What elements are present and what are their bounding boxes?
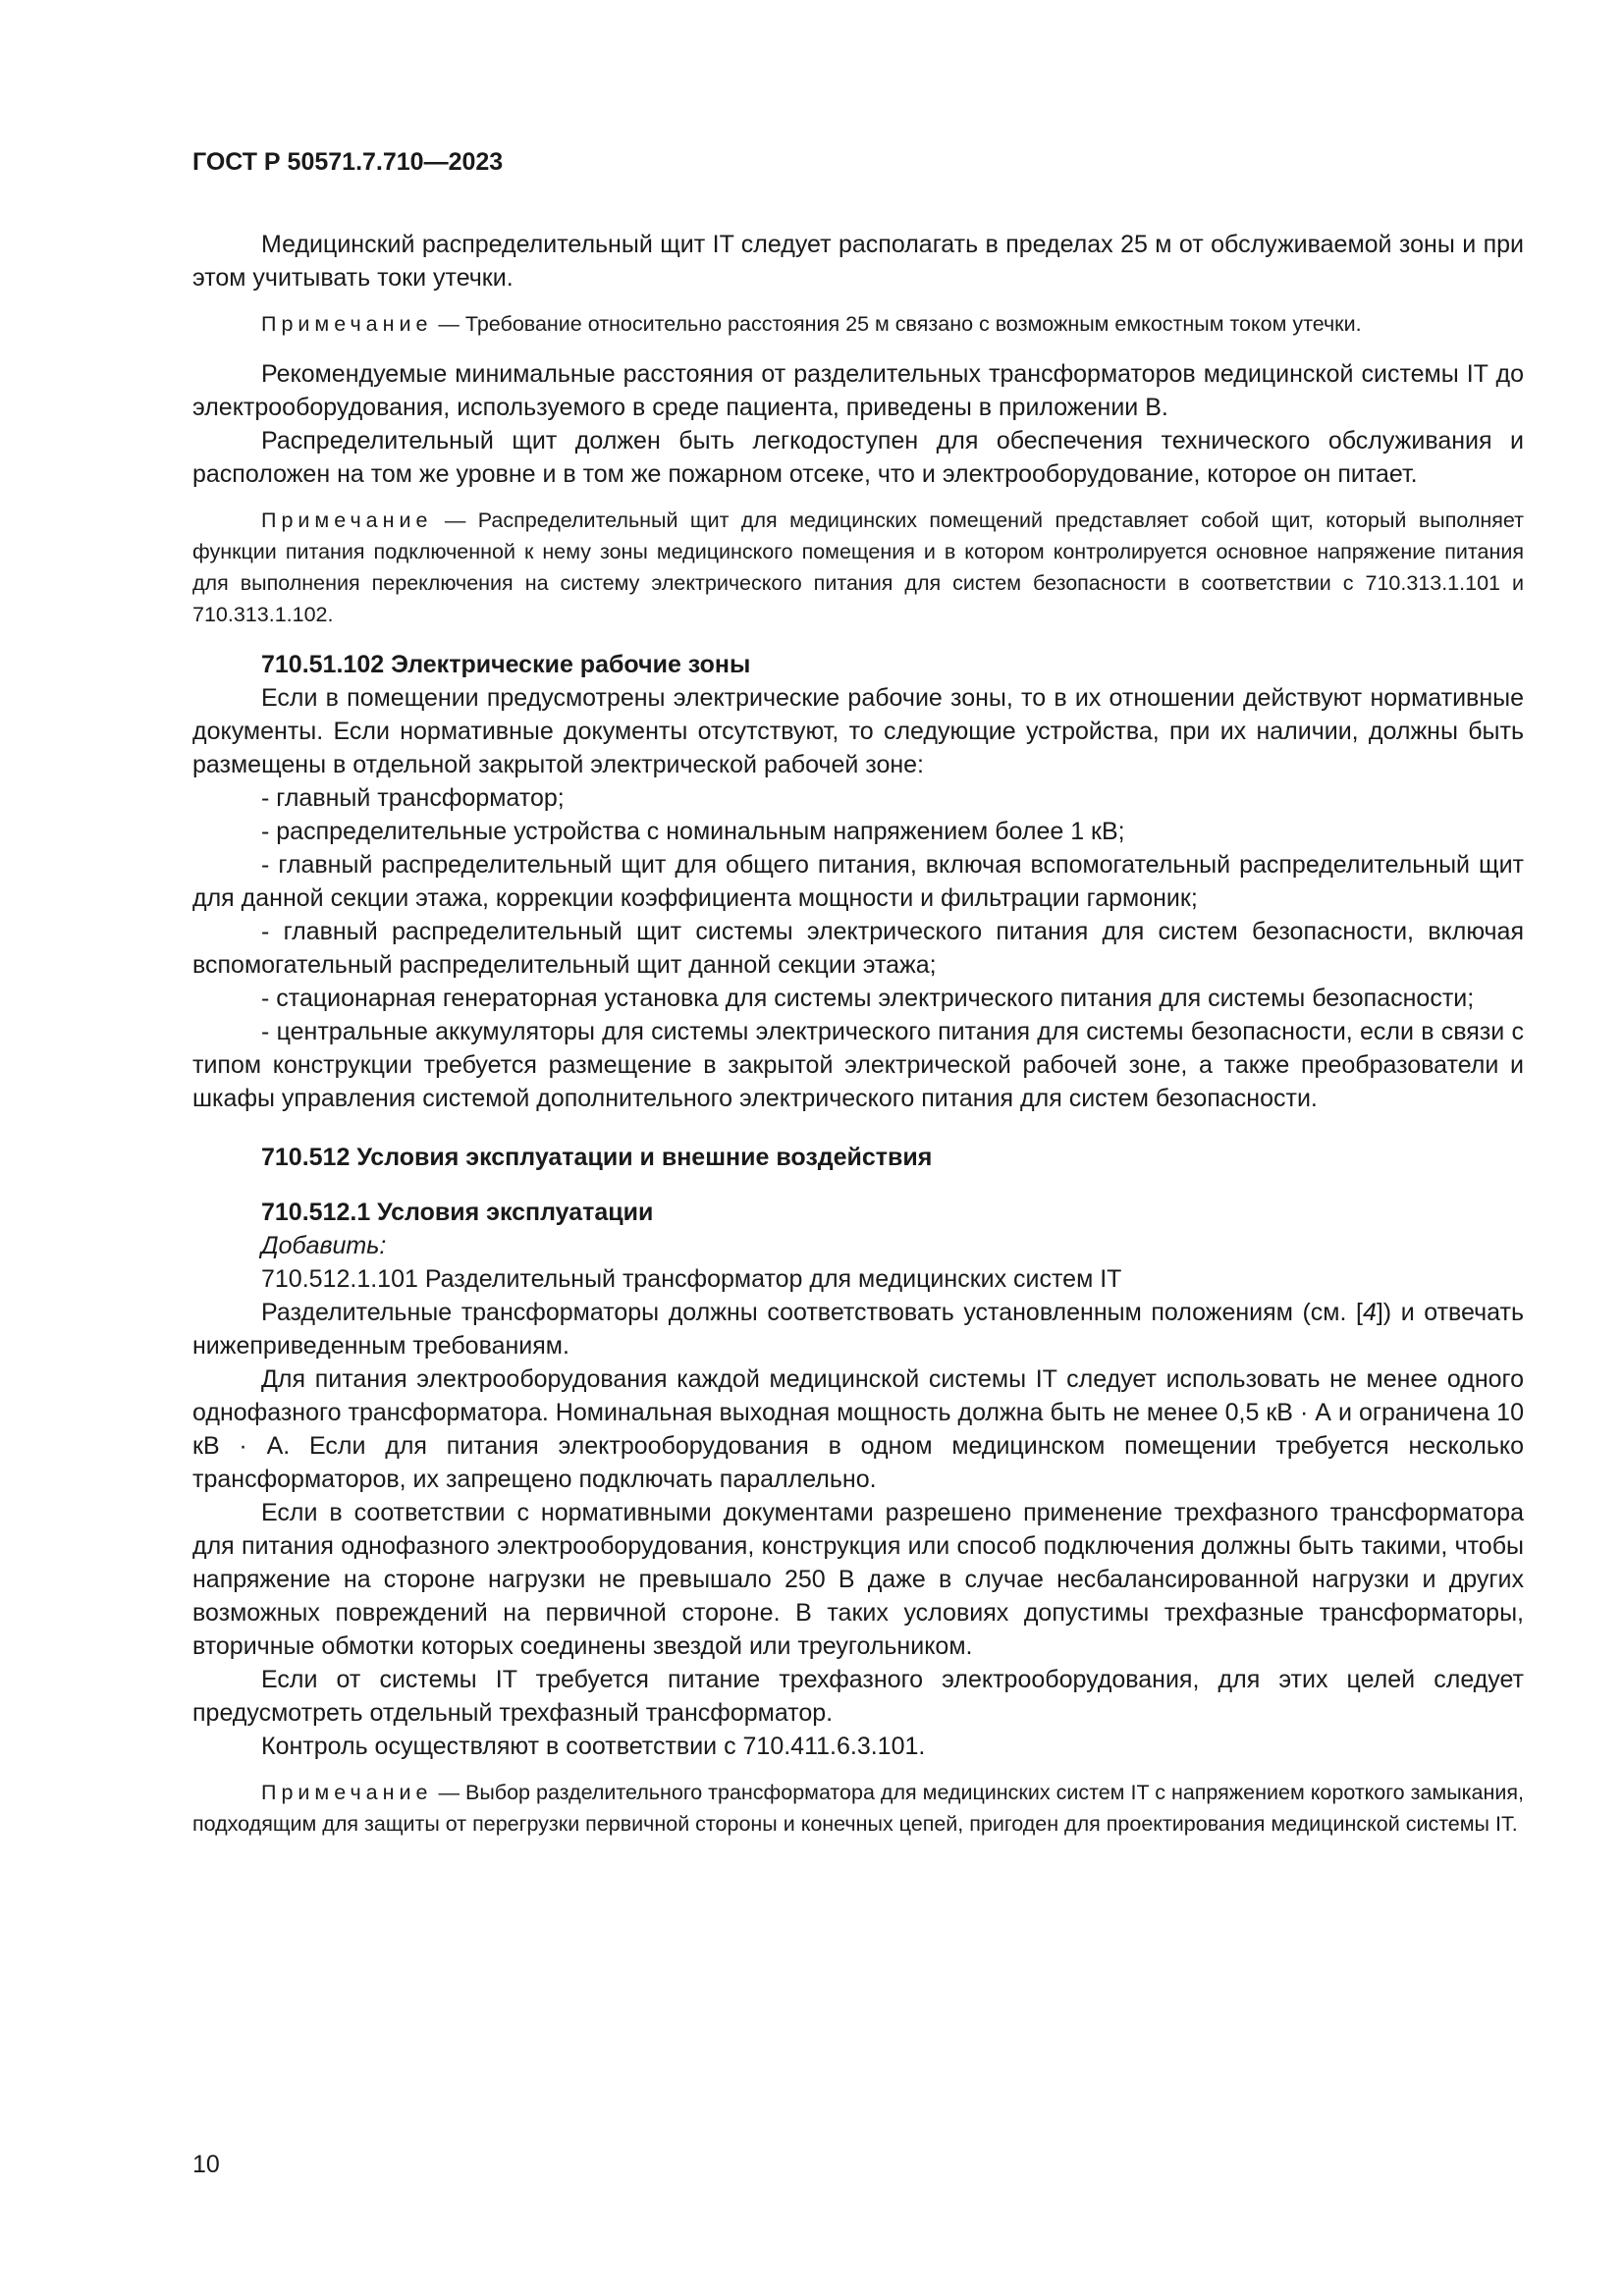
list-item: - стационарная генераторная установка для системы электрического питания для системы безопасности;: [261, 985, 1475, 1012]
note-distribution-panel: [192, 505, 1524, 630]
list-item: - главный распределительный щит для общего питания, включая вспомогательный распределительный щит для данной секции этажа, коррекции коэффициента мощности и фильтрации гармоник;: [192, 851, 1524, 912]
note-text: — Выбор разделительного трансформатора для медицинских систем IT с напряжением короткого замыкания, подходящим для защиты от перегрузки первичной стороны и конечных цепей, пригоден для проектирования медицинской системы IT.: [192, 1781, 1524, 1836]
note-label: Примечание: [261, 508, 433, 532]
list-item: - центральные аккумуляторы для системы электрического питания для системы безопасности, если в связи с типом конструкции требуется размещение в закрытой электрической рабочей зоне, а также преобразователи и шкафы управления системой дополнительного электрического питания для систем безопасности.: [192, 1018, 1524, 1112]
note-label: Примечание: [261, 312, 433, 336]
paragraph-single-phase: Для питания электрооборудования каждой медицинской системы IT следует использовать не менее одного однофазного трансформатора. Номинальная выходная мощность должна быть не менее 0,5 кВ · А и ограничена 10 кВ · А. Если для питания электрооборудования в одном медицинском помещении требуется несколько трансформаторов, их запрещено подключать параллельно.: [192, 1365, 1524, 1493]
paragraph-transformer-requirements: [192, 1296, 1524, 1362]
paragraph-three-phase-separate: Если от системы IT требуется питание трехфазного электрооборудования, для этих целей следует предусмотреть отдельный трехфазный трансформатор.: [192, 1666, 1524, 1727]
paragraph-710-512-1-101: 710.512.1.101 Разделительный трансформатор для медицинских систем IT: [261, 1265, 1122, 1293]
section-heading-710-512: 710.512 Условия эксплуатации и внешние воздействия: [261, 1144, 933, 1171]
section-heading-710-51-102: 710.51.102 Электрические рабочие зоны: [261, 651, 751, 678]
paragraph-panel-access: Распределительный щит должен быть легкодоступен для обеспечения технического обслуживания и расположен на том же уровне и в том же пожарном отсеке, что и электрооборудование, которое он питает.: [192, 427, 1524, 488]
text-fragment: Разделительные трансформаторы должны соответствовать установленным положениям (см. [: [261, 1299, 1363, 1326]
page-number: 10: [192, 2151, 220, 2178]
paragraph-recommended-distances: Рекомендуемые минимальные расстояния от разделительных трансформаторов медицинской системы IT до электрооборудования, используемого в среде пациента, приведены в приложении В.: [192, 360, 1524, 421]
paragraph-control: Контроль осуществляют в соответствии с 710.411.6.3.101.: [261, 1733, 926, 1760]
paragraph-electrical-zones: Если в помещении предусмотрены электрические рабочие зоны, то в их отношении действуют нормативные документы. Если нормативные документы отсутствуют, то следующие устройства, при их наличии, должны быть размещены в отдельной закрытой электрической рабочей зоне:: [192, 684, 1524, 778]
note-text: — Требование относительно расстояния 25 м связано с возможным емкостным током утечки.: [432, 312, 1362, 336]
list-item: - главный распределительный щит системы электрического питания для систем безопасности, включая вспомогательный распределительный щит данной секции этажа;: [192, 918, 1524, 979]
reference-link: 4: [1362, 1299, 1377, 1326]
paragraph-three-phase: Если в соответствии с нормативными документами разрешено применение трехфазного трансформатора для питания однофазного электрооборудования, конструкция или способ подключения должны быть такими, чтобы напряжение на стороне нагрузки не превышало 250 В даже в случае несбалансированной нагрузки и других возможных повреждений на первичной стороне. В таких условиях допустимы трехфазные трансформаторы, вторичные обмотки которых соединены звездой или треугольником.: [192, 1499, 1524, 1660]
document-page: [192, 147, 1524, 1857]
list-item: - главный трансформатор;: [261, 784, 565, 812]
note-distance: [192, 308, 1524, 340]
section-heading-710-512-1: 710.512.1 Условия эксплуатации: [261, 1199, 654, 1226]
note-label: Примечание: [261, 1781, 433, 1804]
note-text: — Распределительный щит для медицинских помещений представляет собой щит, который выполняет функции питания подключенной к нему зоны медицинского помещения и в котором контролируется основное напряжение питания для выполнения переключения на систему электрического питания для систем безопасности в соответствии с 710.313.1.101 и 710.313.1.102.: [192, 508, 1524, 626]
add-label: Добавить:: [261, 1232, 387, 1259]
text-fragment: ]) и отвечать нижеприведенным требованиям.: [192, 1299, 1524, 1360]
paragraph-panel-distance: Медицинский распределительный щит IT следует располагать в пределах 25 м от обслуживаемой зоны и при этом учитывать токи утечки.: [192, 231, 1524, 292]
note-transformer-selection: [192, 1777, 1524, 1840]
list-item: - распределительные устройства с номинальным напряжением более 1 кВ;: [261, 818, 1125, 845]
document-header: ГОСТ Р 50571.7.710—2023: [192, 148, 504, 176]
